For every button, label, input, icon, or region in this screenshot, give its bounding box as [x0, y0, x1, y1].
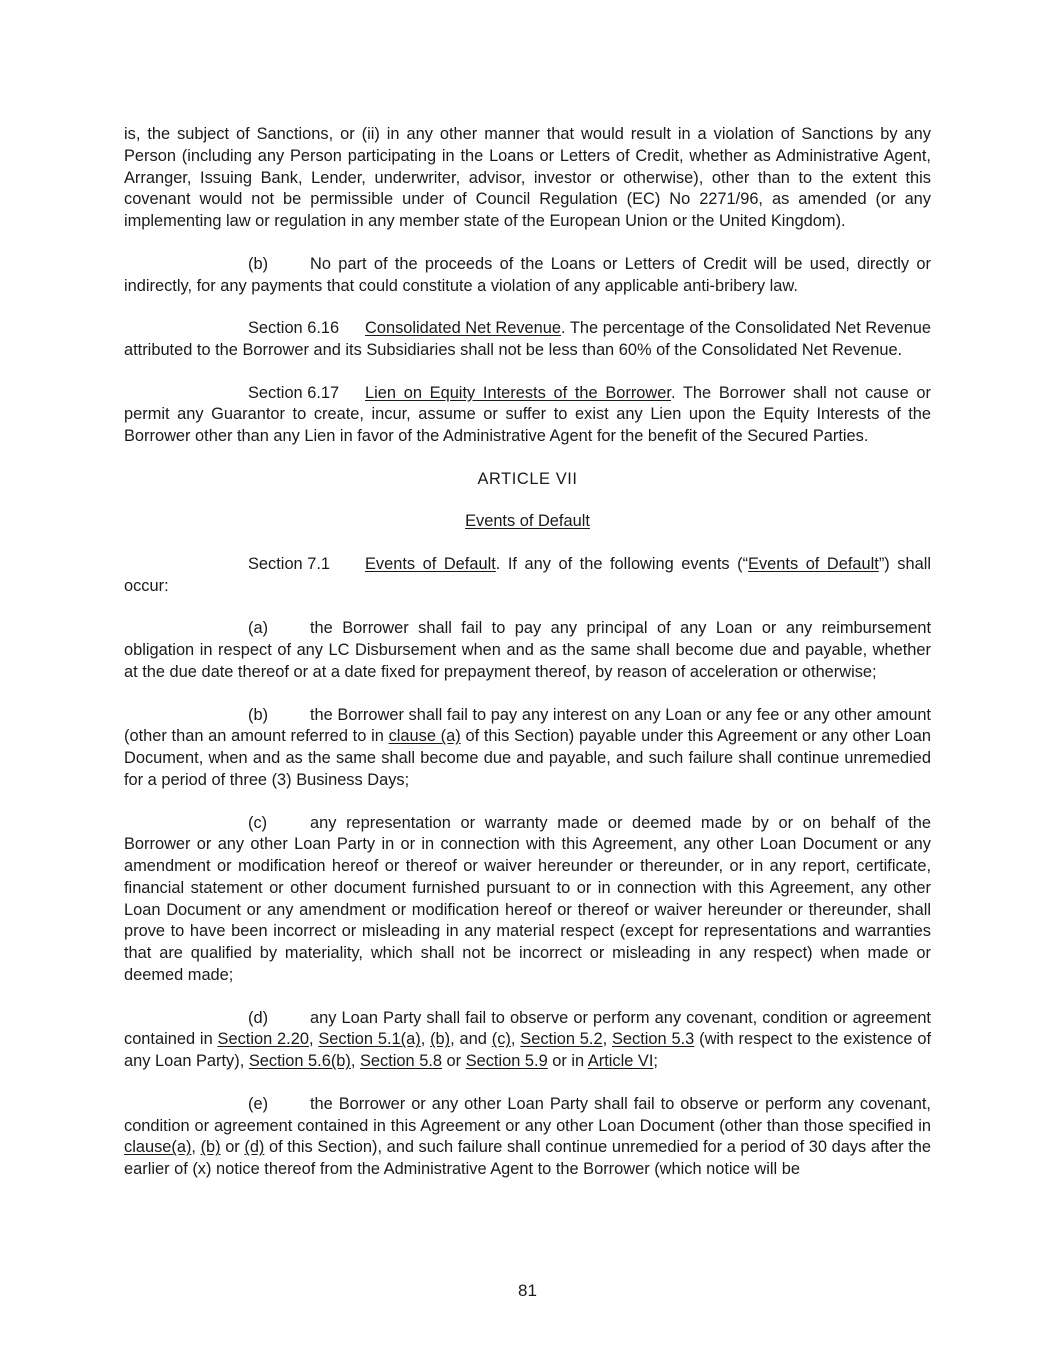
cross-reference-link[interactable]: (c) [491, 1030, 511, 1049]
cross-reference-link[interactable]: Section 5.3 [611, 1030, 695, 1049]
article-heading: ARTICLE VII [477, 469, 578, 488]
clause-label: (b) [248, 254, 269, 273]
section-number: Section 6.17 [248, 383, 340, 402]
cross-reference-link[interactable]: (b) [430, 1030, 451, 1049]
cross-reference-link[interactable]: Section 5.8 [359, 1052, 442, 1071]
article-title: Events of Default [465, 512, 590, 531]
defined-term: Events of Default [748, 554, 879, 573]
section-number: Section 6.16 [248, 319, 340, 338]
cross-reference-link[interactable]: Section 5.9 [465, 1052, 548, 1071]
section-text: . The percentage of the Consolidated Net Revenue attributed to the Borrower and its Subsidiaries shall not be less than 60% of the Consolidated Net Revenue. [124, 319, 932, 359]
section-6-16 [124, 318, 931, 362]
section-6-17 [124, 383, 931, 448]
section-title: Events of Default [365, 554, 496, 573]
cross-reference-link[interactable]: (d) [244, 1138, 265, 1157]
event-item-d: (d) any Loan Party shall fail to observe or perform any covenant, condition or agreement contained in Section 2.20, Section 5.1(a), (b), and (c), Section 5.2, Section 5.3 (with respect to the existence of any Loan Party), Section 5.6(b), Section 5.8 or Section 5.9 or in Article VI; [124, 1008, 932, 1071]
cross-reference-link[interactable]: Section 2.20 [217, 1030, 309, 1049]
cross-reference-link[interactable]: clause(a) [124, 1138, 192, 1157]
clause-text: No part of the proceeds of the Loans or Letters of Credit will be used, directly or indirectly, for any payments that could constitute a violation of any applicable anti-bribery law. [124, 254, 931, 295]
clause-label: (b) [248, 705, 269, 724]
section-number: Section 7.1 [248, 554, 331, 573]
clause-label: (c) [248, 813, 268, 832]
cross-reference-link[interactable]: Section 5.6(b) [248, 1052, 351, 1071]
paragraph-sanctions-continued: is, the subject of Sanctions, or (ii) in any other manner that would result in a violation of Sanctions by any Person (including any Person participating in the Loans or Letters of Credit, whether as Administrative Agent, Arranger, Issuing Bank, Lender, underwriter, advisor, investor or otherwise), other than to the extent this covenant would not be permissible under of Council Regulation (EC) No 2271/96, as amended (or any implementing law or regulation in any member state of the European Union or the United Kingdom). [124, 125, 931, 231]
cross-reference-link[interactable]: Section 5.1(a) [318, 1030, 421, 1049]
clause-text: any representation or warranty made or deemed made by or on behalf of the Borrower or any other Loan Party in or in connection with this Agreement, any other Loan Document or any amendment or modification hereof or thereof or waiver hereunder or thereunder, or in any report, certificate, financial statement or other document furnished pursuant to or in connection with this Agreement, any other Loan Document or any amendment or modification hereof or thereof or waiver hereunder or thereunder, shall prove to have been incorrect or misleading in any material respect (except for representations and warranties that are qualified by materiality, which shall not be incorrect or misleading in any respect) when made or deemed made; [124, 813, 931, 985]
section-title: Lien on Equity Interests of the Borrower [365, 383, 671, 402]
event-item-b: (b) the Borrower shall fail to pay any interest on any Loan or any fee or any other amount (other than an amount referred to in clause (a) of this Section) payable under this Agreement or any other Loan Document, when and as the same shall become due and payable, and such failure shall continue unremedied for a period of three (3) Business Days; [124, 705, 931, 789]
cross-reference-link[interactable]: Section 5.2 [520, 1030, 603, 1049]
section-7-1: Section 7.1 Events of Default. If any of the following events (“Events of Default”) shall occur: [124, 554, 931, 595]
paragraph-anti-bribery [124, 254, 931, 298]
event-item-a [124, 618, 931, 683]
cross-reference-link[interactable]: (b) [200, 1138, 221, 1157]
page-number: 81 [518, 1281, 537, 1300]
cross-reference-link[interactable]: clause (a) [388, 727, 461, 746]
clause-label: (d) [248, 1008, 269, 1027]
clause-text: the Borrower shall fail to pay any principal of any Loan or any reimbursement obligation in respect of any LC Disbursement when and as the same shall become due and payable, whether at the due date thereof or at a date fixed for prepayment thereof, by reason of acceleration or otherwise; [124, 619, 931, 681]
clause-label: (a) [248, 619, 269, 638]
section-text: . The Borrower shall not cause or permit any Guarantor to create, incur, assume or suffer to exist any Lien upon the Equity Interests of the Borrower other than any Lien in favor of the Administrative Agent for the benefit of the Secured Parties. [124, 383, 931, 446]
cross-reference-link[interactable]: Article VI [587, 1052, 654, 1071]
clause-label: (e) [248, 1094, 269, 1113]
event-item-e: (e) the Borrower or any other Loan Party shall fail to observe or perform any covenant, condition or agreement contained in this Agreement or any other Loan Document (other than those specified in clause(a), (b) or (d) of this Section), and such failure shall continue unremedied for a period of 30 days after the earlier of (x) notice thereof from the Administrative Agent to the Borrower (which notice will be [124, 1094, 931, 1179]
section-title: Consolidated Net Revenue [365, 319, 562, 338]
event-item-c [124, 813, 931, 987]
